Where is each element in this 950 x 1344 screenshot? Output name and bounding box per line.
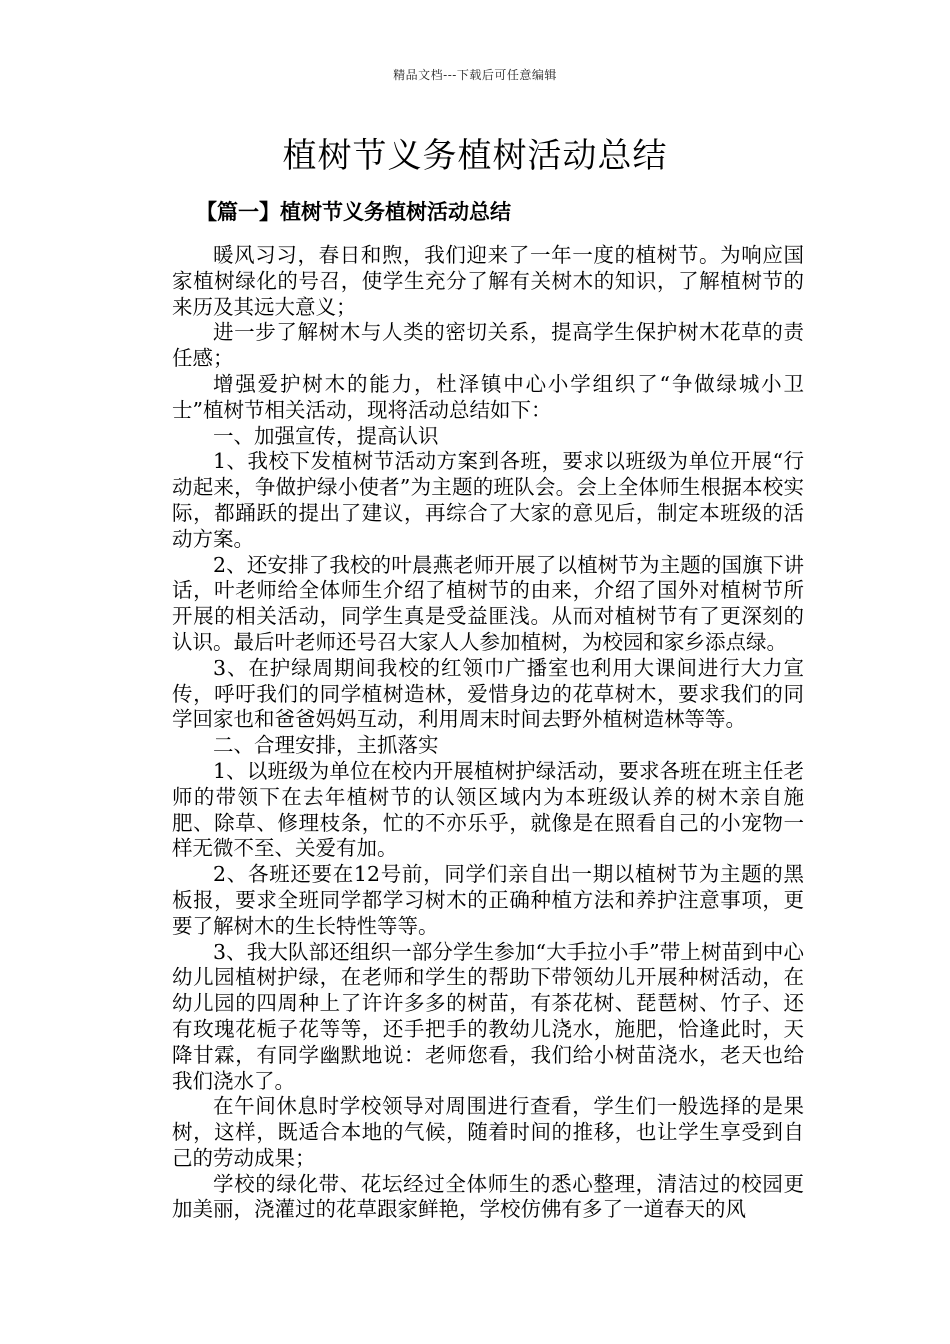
subheading: 一、加强宣传，提高认识: [213, 423, 439, 448]
paragraph: 在午间休息时学校领导对周围进行查看，学生们一般选择的是果树，这样，既适合本地的气候，随着时间的推移，也让学生享受到自己的劳动成果；: [172, 1094, 804, 1170]
paragraph: 进一步了解树木与人类的密切关系，提高学生保护树木花草的责任感；: [172, 320, 804, 371]
paragraph: 增强爱护树木的能力，杜泽镇中心小学组织了“争做绿城小卫士”植树节相关活动，现将活动总结如下：: [172, 371, 804, 422]
subheading: 二、合理安排，主抓落实: [213, 733, 439, 758]
paragraph: 学校的绿化带、花坛经过全体师生的悉心整理，清洁过的校园更加美丽，浇灌过的花草跟家鲜艳，学校仿佛有多了一道春天的风: [172, 1171, 804, 1222]
document-body: [172, 243, 804, 1223]
paragraph: 2、各班还要在12号前，同学们亲自出一期以植树节为主题的黑板报，要求全班同学都学习树木的正确种植方法和养护注意事项，更要了解树木的生长特性等等。: [172, 862, 804, 938]
paragraph: 3、在护绿周期间我校的红领巾广播室也利用大课间进行大力宣传，呼吁我们的同学植树造林，爱惜身边的花草树木，要求我们的同学回家也和爸爸妈妈互动，利用周末时间去野外植树造林等等。: [172, 655, 804, 732]
section-heading: 【篇一】植树节义务植树活动总结: [196, 199, 511, 224]
paragraph: 1、以班级为单位在校内开展植树护绿活动，要求各班在班主任老师的带领下在去年植树节的认领区域内为本班级认养的树木亲自施肥、除草、修理枝条，忙的不亦乐乎，就像是在照看自己的小宠物一样无微不至、关爱有加。: [172, 758, 804, 861]
document-title: 植树节义务植树活动总结: [282, 136, 668, 176]
paragraph: 1、我校下发植树节活动方案到各班，要求以班级为单位开展“行动起来，争做护绿小使者”为主题的班队会。会上全体师生根据本校实际，都踊跃的提出了建议，再综合了大家的意见后，制定本班级的活动方案。: [172, 449, 804, 551]
paragraph: 暖风习习，春日和煦，我们迎来了一年一度的植树节。为响应国家植树绿化的号召，使学生充分了解有关树木的知识，了解植树节的来历及其远大意义；: [172, 243, 804, 319]
paragraph: 3、我大队部还组织一部分学生参加“大手拉小手”带上树苗到中心幼儿园植树护绿，在老师和学生的帮助下带领幼儿开展种树活动，在幼儿园的四周种上了许许多多的树苗，有茶花树、琵琶树、竹子、还有玫瑰花栀子花等等，还手把手的教幼儿浇水，施肥，恰逢此时，天降甘霖，有同学幽默地说：老师您看，我们给小树苗浇水，老天也给我们浇水了。: [172, 939, 804, 1093]
header-note: 精品文档---下载后可任意编辑: [393, 68, 557, 82]
paragraph: 2、还安排了我校的叶晨燕老师开展了以植树节为主题的国旗下讲话，叶老师给全体师生介绍了植树节的由来，介绍了国外对植树节所开展的相关活动，同学生真是受益匪浅。从而对植树节有了更深刻的认识。最后叶老师还号召大家人人参加植树，为校园和家乡添点绿。: [172, 552, 804, 654]
